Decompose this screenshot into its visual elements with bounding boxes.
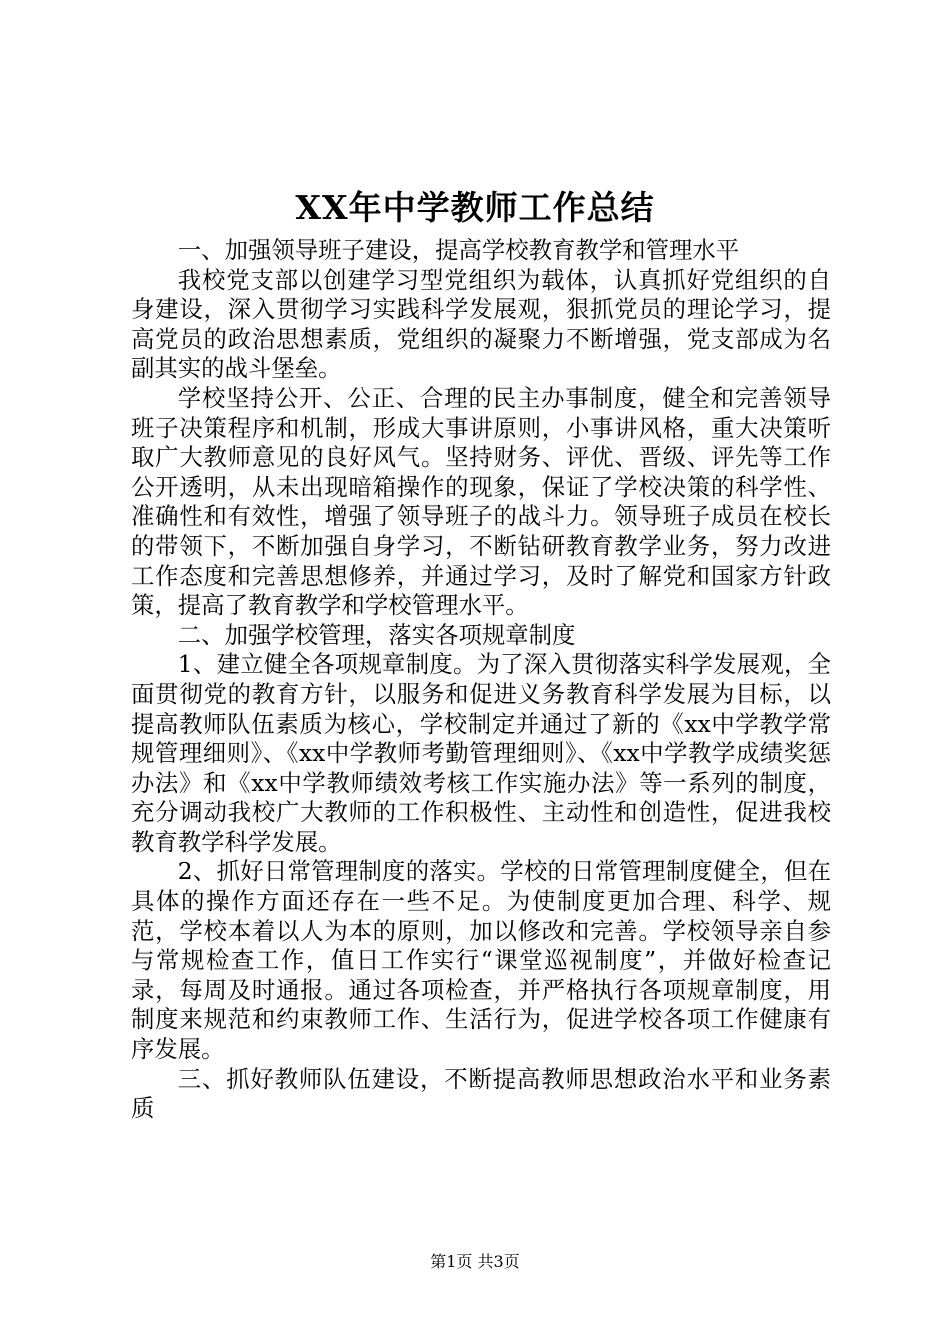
paragraph: 1、建立健全各项规章制度。为了深入贯彻落实科学发展观，全面贯彻党的教育方针，以服务和促进义务教育科学发展为目标，以提高教师队伍素质为核心，学校制定并通过了新的《xx中学教学常规管理细则》、《xx中学教师考勤管理细则》、《xx中学教学成绩奖惩办法》和《xx中学教师绩效考核工作实施办法》等一系列的制度，充分调动我校广大教师的工作积极性、主动性和创造性，促进我校教育教学科学发展。 [131,650,831,856]
paragraph: 学校坚持公开、公正、合理的民主办事制度，健全和完善领导班子决策程序和机制，形成大事讲原则，小事讲风格，重大决策听取广大教师意见的良好风气。坚持财务、评优、晋级、评先等工作公开透明，从未出现暗箱操作的现象，保证了学校决策的科学性、准确性和有效性，增强了领导班子的战斗力。领导班子成员在校长的带领下，不断加强自身学习，不断钻研教育教学业务，努力改进工作态度和完善思想修养，并通过学习，及时了解党和国家方针政策，提高了教育教学和学校管理水平。 [131,383,831,620]
document-body [131,236,831,1124]
paragraph-heading-1: 一、加强领导班子建设，提高学校教育教学和管理水平 [177,236,740,264]
paragraph-heading-3: 三、抓好教师队伍建设，不断提高教师思想政治水平和业务素质 [131,1064,831,1123]
paragraph: 我校党支部以创建学习型党组织为载体，认真抓好党组织的自身建设，深入贯彻学习实践科学发展观，狠抓党员的理论学习，提高党员的政治思想素质，党组织的凝聚力不断增强，党支部成为名副其实的战斗堡垒。 [131,265,831,383]
paragraph: 2、抓好日常管理制度的落实。学校的日常管理制度健全，但在具体的操作方面还存在一些不足。为使制度更加合理、科学、规范，学校本着以人为本的原则，加以修改和完善。学校领导亲自参与常规检查工作，值日工作实行“课堂巡视制度”，并做好检查记录，每周及时通报。通过各项检查，并严格执行各项规章制度，用制度来规范和约束教师工作、生活行为，促进学校各项工作健康有序发展。 [131,857,831,1064]
paragraph-heading-2: 二、加强学校管理，落实各项规章制度 [177,620,576,649]
document-title: XX年中学教师工作总结 [295,188,655,227]
page-number-footer: 第1页 共3页 [430,1252,520,1271]
